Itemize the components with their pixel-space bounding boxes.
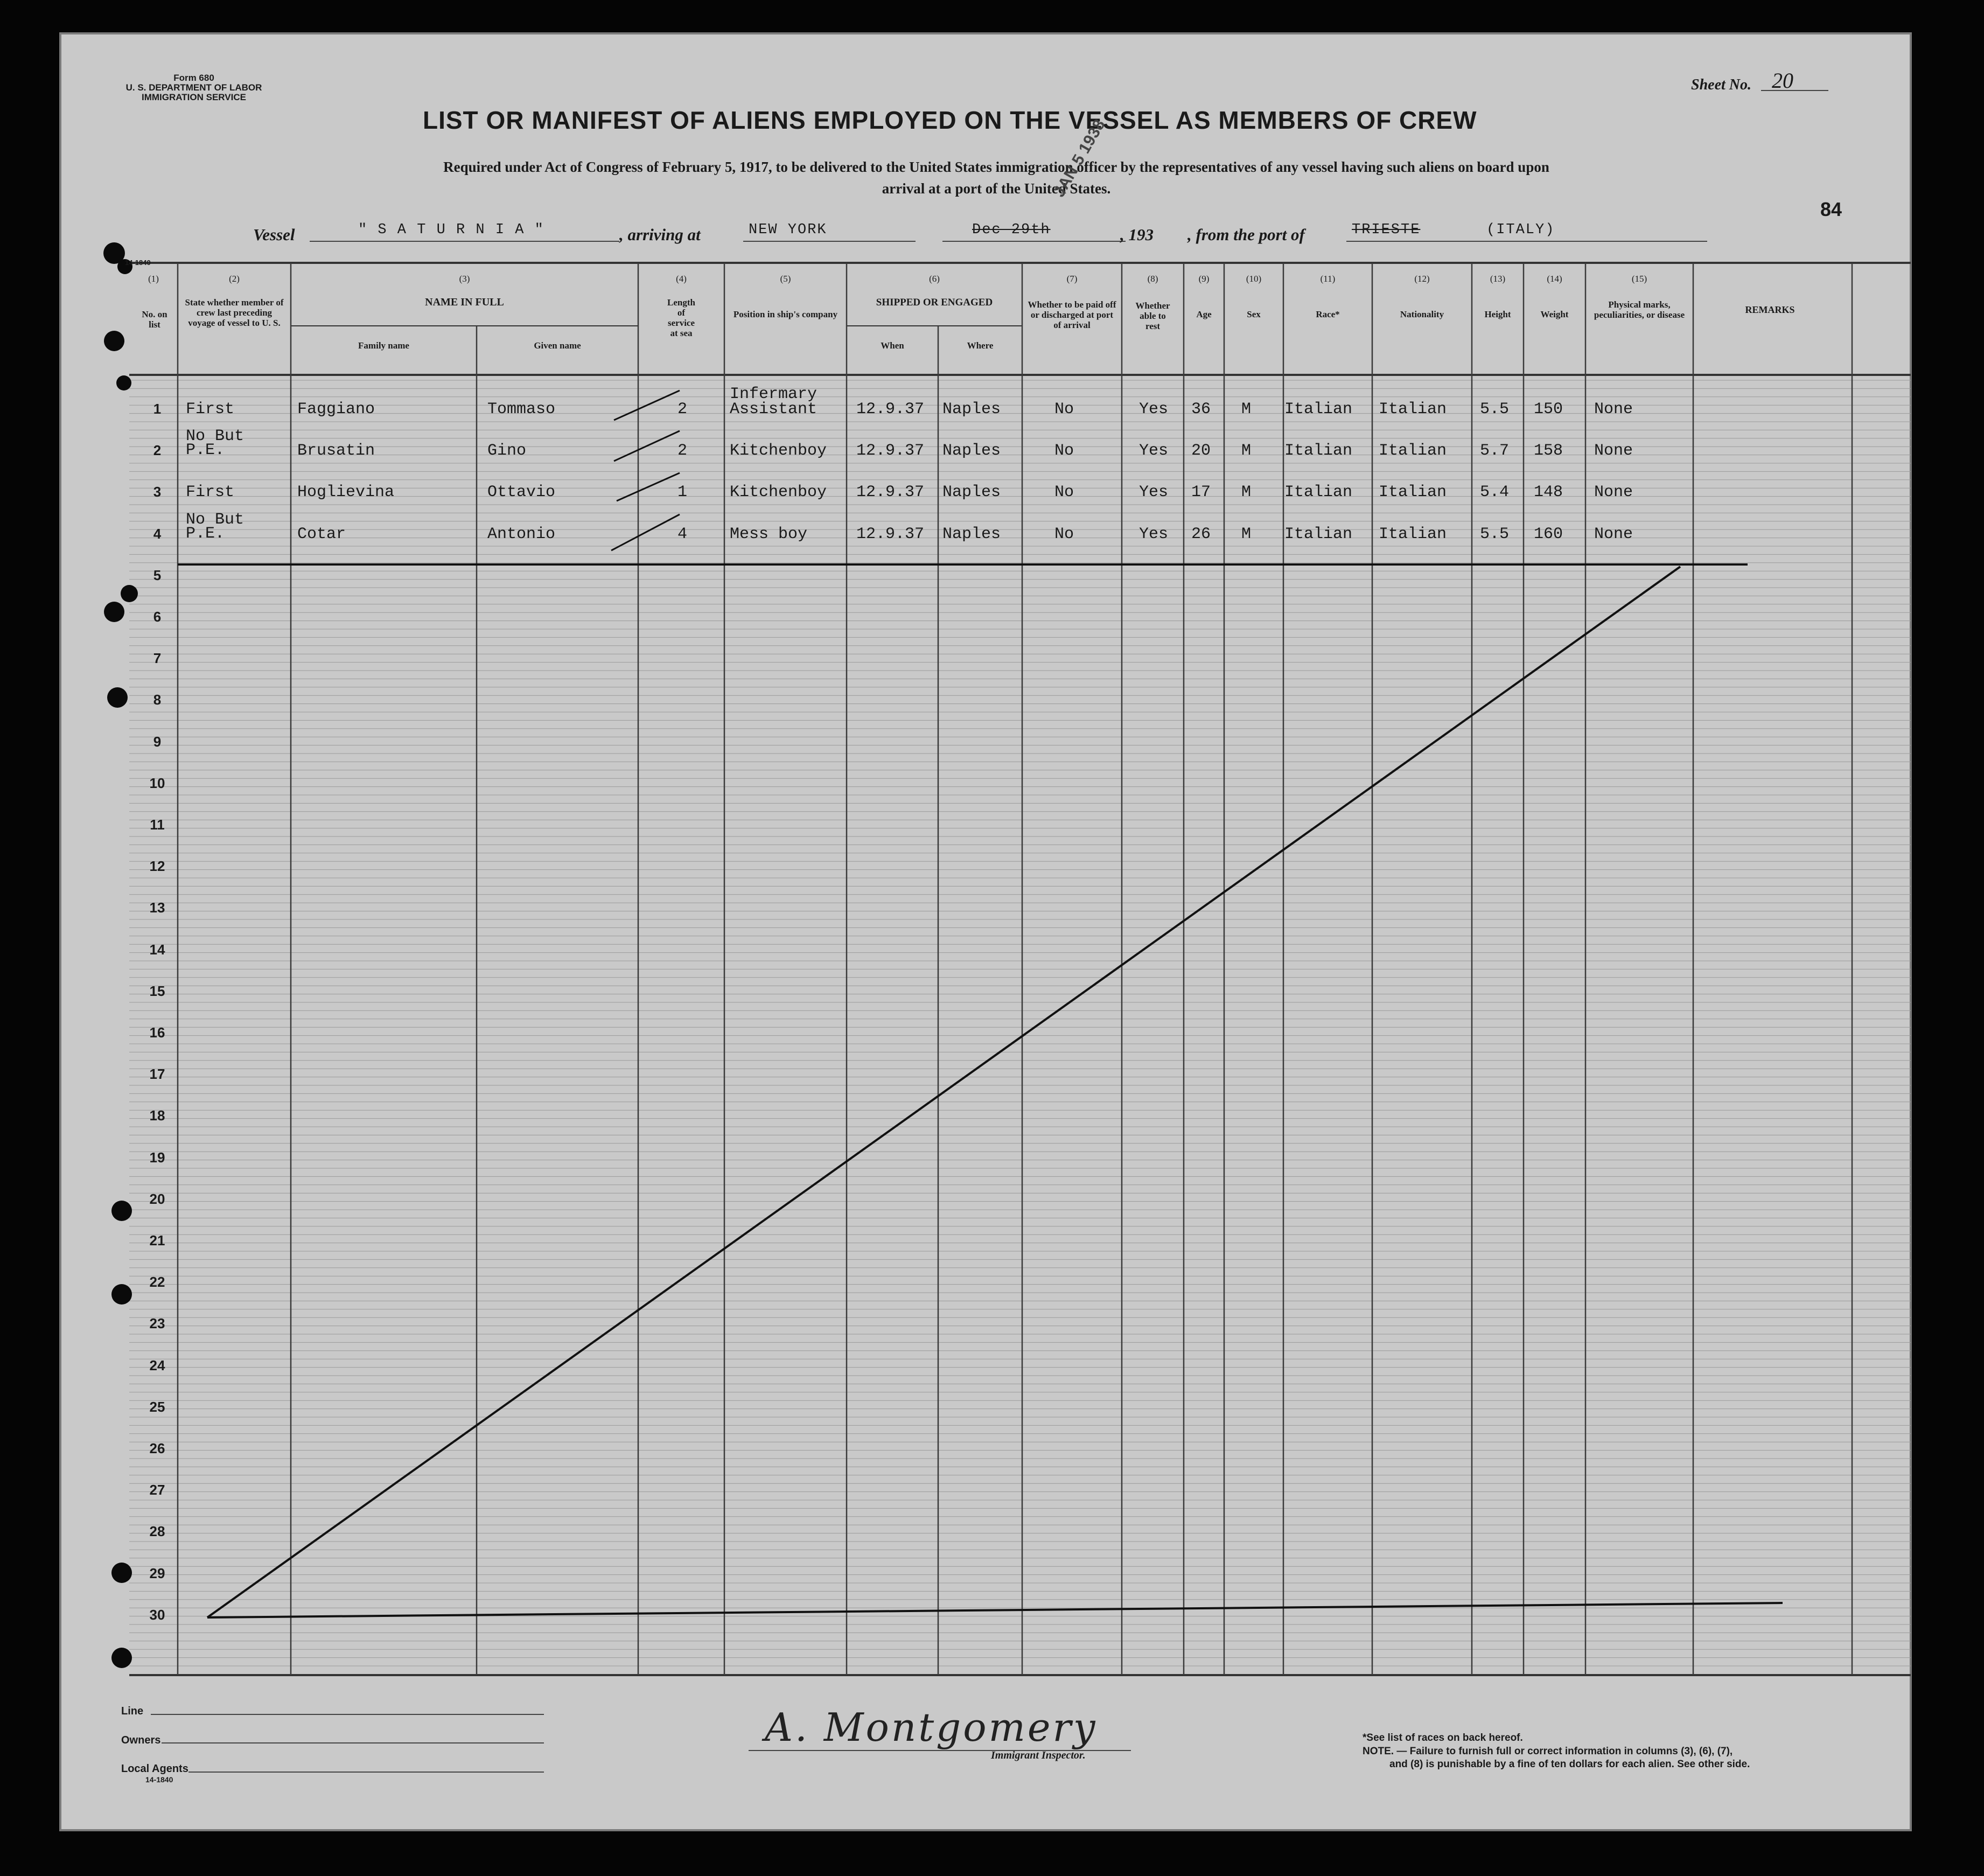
able-to-rest-cell: Yes xyxy=(1139,483,1169,502)
row-number: 23 xyxy=(149,1315,165,1332)
row-number: 29 xyxy=(149,1565,165,1581)
agents-code: 14-1840 xyxy=(145,1775,173,1784)
col13-number: (13) xyxy=(1490,274,1506,284)
prev-voyage-cell: No But P.E. xyxy=(186,427,244,460)
col6a-header: When xyxy=(881,340,904,351)
departure-country: (ITALY) xyxy=(1486,222,1555,238)
prev-voyage-cell: First xyxy=(186,483,235,502)
arriving-port: NEW YORK xyxy=(749,222,827,238)
binder-hole xyxy=(111,1648,132,1668)
row-number: 11 xyxy=(150,817,165,833)
given-name-cell: Antonio xyxy=(487,525,556,543)
row-number: 3 xyxy=(153,484,162,500)
col14-number: (14) xyxy=(1547,274,1562,284)
penalty-note-2: and (8) is punishable by a fine of ten dollars for each alien. See other side. xyxy=(1389,1759,1750,1770)
given-name-cell: Tommaso xyxy=(487,400,556,419)
able-to-rest-cell: Yes xyxy=(1139,525,1169,543)
arrival-stamp: JAN 5 1938 xyxy=(1050,116,1109,200)
nationality-cell: Italian xyxy=(1379,525,1447,543)
prev-voyage-cell: No But P.E. xyxy=(186,510,244,543)
row-number: 18 xyxy=(149,1107,165,1124)
weight-cell: 148 xyxy=(1534,483,1563,502)
age-cell: 26 xyxy=(1191,525,1211,543)
col16-header: REMARKS xyxy=(1745,304,1795,315)
from-port-label: , from the port of xyxy=(1187,225,1305,244)
agents-label: Local Agents xyxy=(121,1763,188,1775)
col3-number: (3) xyxy=(459,274,470,284)
binder-holes xyxy=(103,242,138,1668)
row-number: 24 xyxy=(149,1357,165,1373)
binder-hole xyxy=(111,1563,132,1583)
strike-mark xyxy=(614,431,680,461)
col14-header: Weight xyxy=(1540,309,1569,319)
row-number: 27 xyxy=(149,1482,165,1498)
sex-cell: M xyxy=(1241,442,1252,461)
col6b-header: Where xyxy=(967,340,994,351)
binder-hole xyxy=(111,1201,132,1221)
col5-number: (5) xyxy=(780,274,791,284)
row-number: 4 xyxy=(153,525,162,542)
col7-number: (7) xyxy=(1066,274,1078,284)
col5-header: Position in ship's company xyxy=(733,309,838,319)
row-number: 13 xyxy=(149,899,165,916)
col6-number: (6) xyxy=(929,274,940,284)
subtitle-line-1: Required under Act of Congress of February 5, 1917, to be delivered to the United States immigration officer by the representatives of any vessel having such aliens on board upon xyxy=(443,159,1549,175)
cancel-diagonal-line xyxy=(207,567,1680,1617)
row-number: 8 xyxy=(153,692,162,708)
row-number: 1 xyxy=(153,401,162,417)
form-header xyxy=(102,73,285,102)
col11-header: Race* xyxy=(1316,309,1340,319)
col7-header: Whether to be paid off or discharged at port of arrival xyxy=(1028,299,1116,330)
position-cell: Mess boy xyxy=(730,525,808,543)
paid-off-cell: No xyxy=(1054,442,1074,461)
col3a-header: Family name xyxy=(358,340,409,351)
weight-cell: 150 xyxy=(1534,400,1563,419)
age-cell: 17 xyxy=(1191,483,1211,502)
shipped-when-cell: 12.9.37 xyxy=(856,525,925,543)
binder-hole xyxy=(107,687,128,708)
shipped-when-cell: 12.9.37 xyxy=(856,483,925,502)
race-cell: Italian xyxy=(1284,483,1353,502)
binder-hole xyxy=(116,375,131,390)
col9-number: (9) xyxy=(1198,274,1210,284)
departure-port: TRIESTE xyxy=(1352,222,1421,238)
strike-mark xyxy=(611,514,680,550)
given-name-cell: Ottavio xyxy=(487,483,556,502)
line-label: Line xyxy=(121,1705,144,1717)
row-number: 28 xyxy=(149,1523,165,1540)
races-note: *See list of races on back hereof. xyxy=(1363,1732,1523,1744)
row-number: 14 xyxy=(149,941,165,958)
col15-number: (15) xyxy=(1631,274,1647,284)
race-cell: Italian xyxy=(1284,442,1353,461)
col1-number: (1) xyxy=(148,274,159,284)
nationality-cell: Italian xyxy=(1379,400,1447,419)
inspector-signature: A. Montgomery xyxy=(765,1705,1098,1750)
shipped-where-cell: Naples xyxy=(942,525,1001,543)
col4-number: (4) xyxy=(676,274,687,284)
paid-off-cell: No xyxy=(1054,483,1074,502)
service-length-cell: 2 xyxy=(677,400,688,419)
col6-header: SHIPPED OR ENGAGED xyxy=(876,297,993,308)
race-cell: Italian xyxy=(1284,400,1353,419)
row-number: 5 xyxy=(153,567,162,583)
height-cell: 5.4 xyxy=(1480,483,1510,502)
cancel-bottom-line xyxy=(207,1603,1783,1617)
binder-hole xyxy=(104,602,124,622)
age-cell: 36 xyxy=(1191,400,1211,419)
col8-number: (8) xyxy=(1147,274,1158,284)
row-number: 30 xyxy=(149,1606,165,1623)
subtitle-line-2: arrival at a port of the United States. xyxy=(882,180,1111,197)
col12-number: (12) xyxy=(1414,274,1430,284)
row-number: 10 xyxy=(149,775,165,791)
page-mark: 84 xyxy=(1820,198,1842,220)
service-length-cell: 1 xyxy=(677,483,688,502)
nationality-cell: Italian xyxy=(1379,483,1447,502)
penalty-note-1: NOTE. — Failure to furnish full or correct information in columns (3), (6), (7), xyxy=(1363,1746,1733,1757)
given-name-cell: Gino xyxy=(487,442,527,461)
shipped-where-cell: Naples xyxy=(942,442,1001,461)
able-to-rest-cell: Yes xyxy=(1139,442,1169,461)
col2-number: (2) xyxy=(229,274,240,284)
shipped-when-cell: 12.9.37 xyxy=(856,400,925,419)
able-to-rest-cell: Yes xyxy=(1139,400,1169,419)
sex-cell: M xyxy=(1241,525,1252,543)
row-number: 6 xyxy=(153,609,162,625)
age-cell: 20 xyxy=(1191,442,1211,461)
row-number: 12 xyxy=(149,858,165,875)
col13-header: Height xyxy=(1484,309,1511,319)
family-name-cell: Faggiano xyxy=(297,400,375,419)
form-number: Form 680 xyxy=(173,73,214,83)
binder-hole xyxy=(121,585,138,602)
col9-header: Age xyxy=(1196,309,1212,319)
vessel-name: " S A T U R N I A " xyxy=(358,222,544,238)
physical-marks-cell: None xyxy=(1594,483,1633,502)
row-number: 2 xyxy=(153,442,162,459)
height-cell: 5.5 xyxy=(1480,400,1510,419)
col12-header: Nationality xyxy=(1400,309,1444,319)
row-number: 19 xyxy=(149,1149,165,1166)
col2-header: State whether member of crew last preceding voyage of vessel to U. S. xyxy=(185,297,284,328)
family-name-cell: Hoglievina xyxy=(297,483,395,502)
physical-marks-cell: None xyxy=(1594,525,1633,543)
row-number: 21 xyxy=(149,1232,165,1249)
service-length-cell: 4 xyxy=(677,525,688,543)
row-number: 26 xyxy=(149,1440,165,1456)
shipped-when-cell: 12.9.37 xyxy=(856,442,925,461)
paid-off-cell: No xyxy=(1054,400,1074,419)
row-number: 20 xyxy=(149,1190,165,1207)
arrival-date: Dec 29th xyxy=(972,222,1051,238)
family-name-cell: Cotar xyxy=(297,525,346,543)
height-cell: 5.7 xyxy=(1480,442,1510,461)
service-length-cell: 2 xyxy=(677,442,688,461)
prev-voyage-cell: First xyxy=(186,400,235,419)
margin-code: 14-1840 xyxy=(125,259,151,267)
col3b-header: Given name xyxy=(534,340,581,351)
position-cell: Kitchenboy xyxy=(730,483,827,502)
year-label: , 193 xyxy=(1120,225,1154,244)
row-number: 22 xyxy=(149,1274,165,1291)
vessel-label: Vessel xyxy=(253,225,295,244)
col3-header: NAME IN FULL xyxy=(425,296,504,308)
row-number: 17 xyxy=(149,1066,165,1083)
nationality-cell: Italian xyxy=(1379,442,1447,461)
row-number: 15 xyxy=(149,982,165,999)
col1-header: No. on list xyxy=(142,309,167,330)
weight-cell: 160 xyxy=(1534,525,1563,543)
col4-header: Length of service at sea xyxy=(667,297,695,338)
col8-header: Whether able to rest xyxy=(1135,301,1170,331)
paid-off-cell: No xyxy=(1054,525,1074,543)
arriving-label: , arriving at xyxy=(619,225,701,244)
row-number: 9 xyxy=(153,733,162,750)
sheet-number: 20 xyxy=(1772,68,1793,93)
col10-number: (10) xyxy=(1246,274,1262,284)
sheet-label: Sheet No. xyxy=(1691,76,1751,93)
sex-cell: M xyxy=(1241,483,1252,502)
binder-hole xyxy=(104,331,124,351)
col10-header: Sex xyxy=(1247,309,1261,319)
row-number: 7 xyxy=(153,650,162,667)
family-name-cell: Brusatin xyxy=(297,442,375,461)
department-name: U. S. DEPARTMENT OF LABOR xyxy=(125,82,262,93)
col15-header: Physical marks, peculiarities, or disease xyxy=(1594,299,1685,320)
page-title: LIST OR MANIFEST OF ALIENS EMPLOYED ON THE VESSEL AS MEMBERS OF CREW xyxy=(423,106,1477,134)
shipped-where-cell: Naples xyxy=(942,400,1001,419)
race-cell: Italian xyxy=(1284,525,1353,543)
height-cell: 5.5 xyxy=(1480,525,1510,543)
row-number: 25 xyxy=(149,1398,165,1415)
binder-hole xyxy=(111,1284,132,1305)
strike-mark xyxy=(617,473,680,501)
col11-number: (11) xyxy=(1320,274,1336,284)
owners-label: Owners xyxy=(121,1734,161,1746)
page-subtitle xyxy=(162,156,1831,199)
position-cell: Kitchenboy xyxy=(730,442,827,461)
ruled-lines xyxy=(129,380,1911,1666)
position-cell: Infermary Assistant xyxy=(730,385,818,419)
weight-cell: 158 xyxy=(1534,442,1563,461)
service-name: IMMIGRATION SERVICE xyxy=(142,92,246,102)
physical-marks-cell: None xyxy=(1594,400,1633,419)
sex-cell: M xyxy=(1241,400,1252,419)
physical-marks-cell: None xyxy=(1594,442,1633,461)
shipped-where-cell: Naples xyxy=(942,483,1001,502)
inspector-label: Immigrant Inspector. xyxy=(991,1749,1086,1761)
row-number: 16 xyxy=(149,1024,165,1041)
